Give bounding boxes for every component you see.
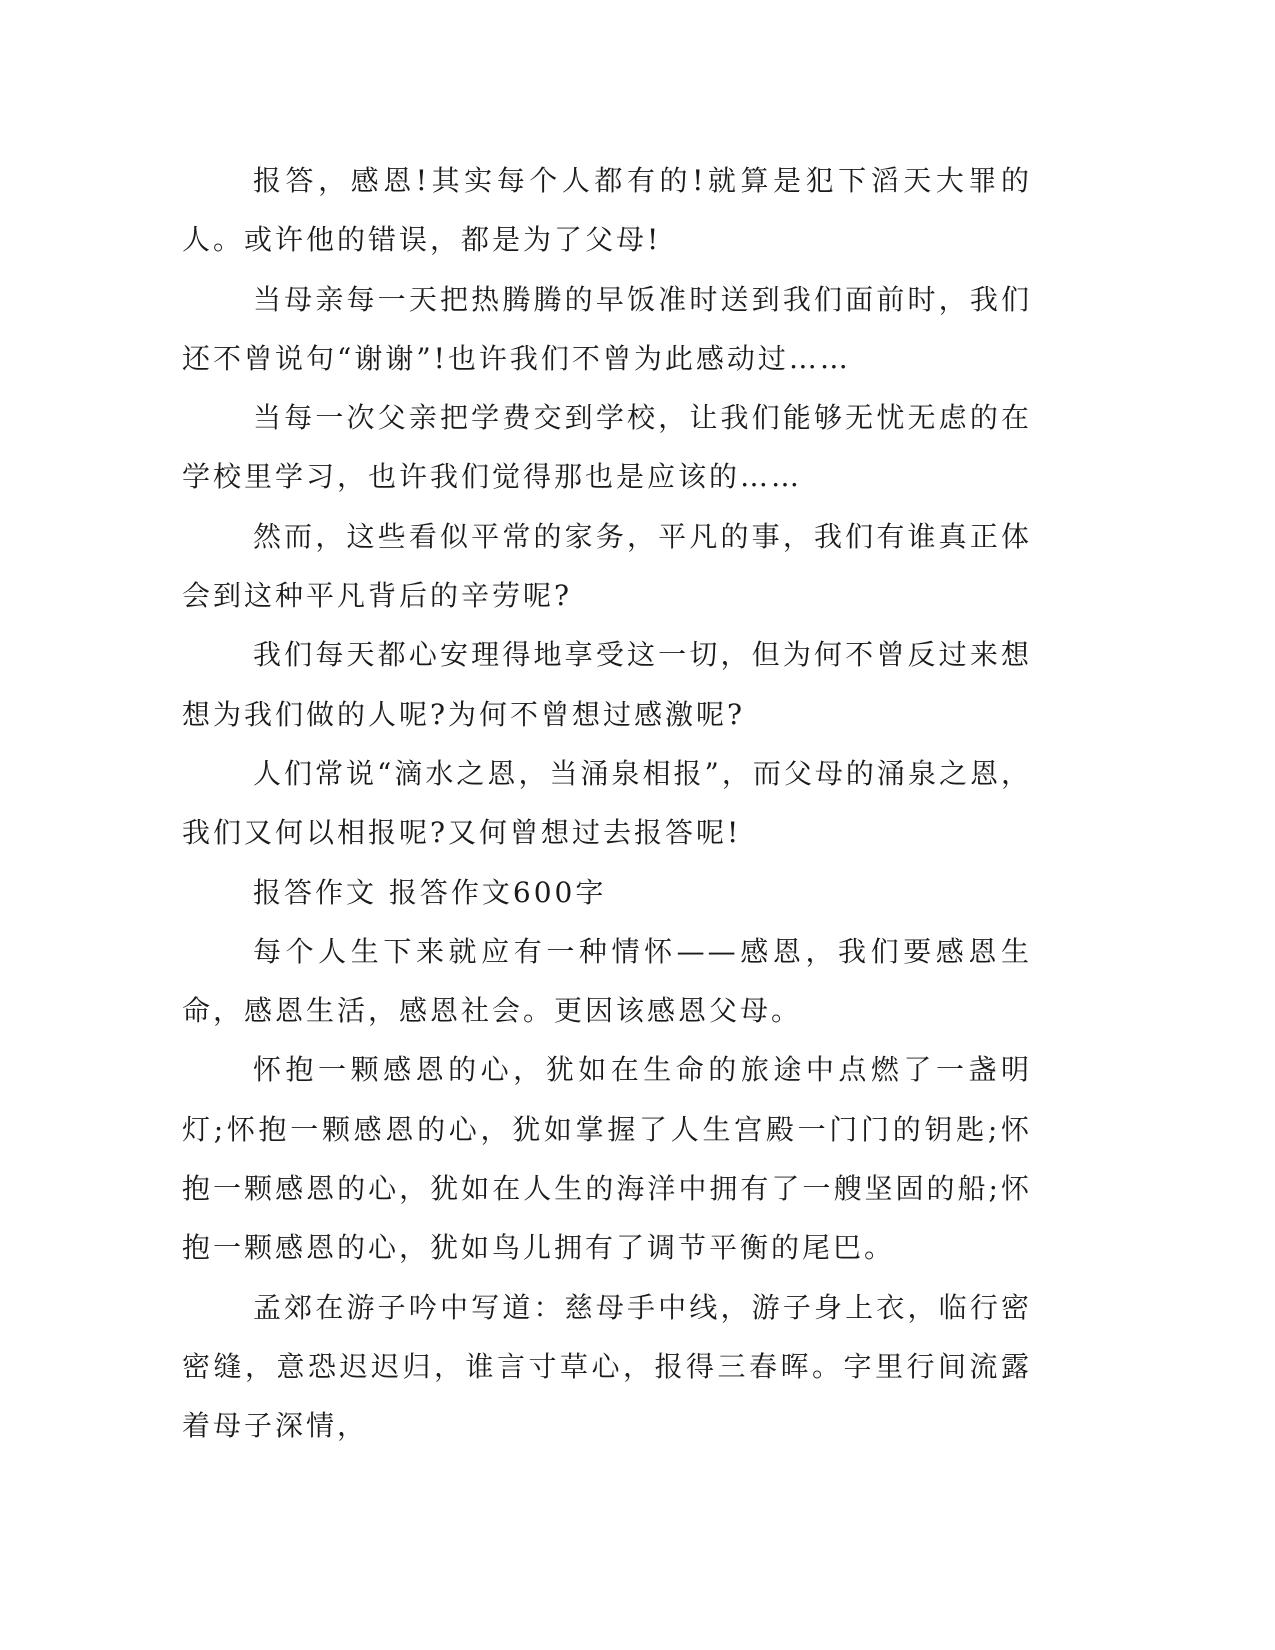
paragraph-9: 孟郊在游子吟中写道：慈母手中线，游子身上衣，临行密密缝，意恐迟迟归，谁言寸草心，报得三春晖。字里行间流露着母子深情， (182, 1290, 1032, 1443)
paragraph-5: 我们每天都心安理得地享受这一切，但为何不曾反过来想想为我们做的人呢?为何不曾想过感激呢? (182, 638, 1032, 731)
section-heading: 报答作文 报答作文600字 (253, 875, 607, 909)
paragraph-8: 怀抱一颗感恩的心，犹如在生命的旅途中点燃了一盏明灯;怀抱一颗感恩的心，犹如掌握了人生宫殿一门门的钥匙;怀抱一颗感恩的心，犹如在人生的海洋中拥有了一艘坚固的船;怀抱一颗感恩的心，犹如鸟儿拥有了调节平衡的尾巴。 (182, 1053, 1032, 1265)
paragraph-2: 当母亲每一天把热腾腾的早饭准时送到我们面前时，我们还不曾说句“谢谢”!也许我们不曾为此感动过…… (182, 282, 1032, 375)
paragraph-1: 报答，感恩!其实每个人都有的!就算是犯下滔天大罪的人。或许他的错误，都是为了父母! (182, 164, 1032, 257)
document-body (182, 151, 1032, 1456)
paragraph-6: 人们常说“滴水之恩，当涌泉相报”，而父母的涌泉之恩，我们又何以相报呢?又何曾想过去报答呢! (182, 756, 1032, 850)
paragraph-4: 然而，这些看似平常的家务，平凡的事，我们有谁真正体会到这种平凡背后的辛劳呢? (182, 519, 1032, 613)
paragraph-7: 每个人生下来就应有一种情怀——感恩，我们要感恩生命，感恩生活，感恩社会。更因该感恩父母。 (182, 934, 1032, 1028)
paragraph-3: 当每一次父亲把学费交到学校，让我们能够无忧无虑的在学校里学习，也许我们觉得那也是应该的…… (182, 401, 1032, 494)
